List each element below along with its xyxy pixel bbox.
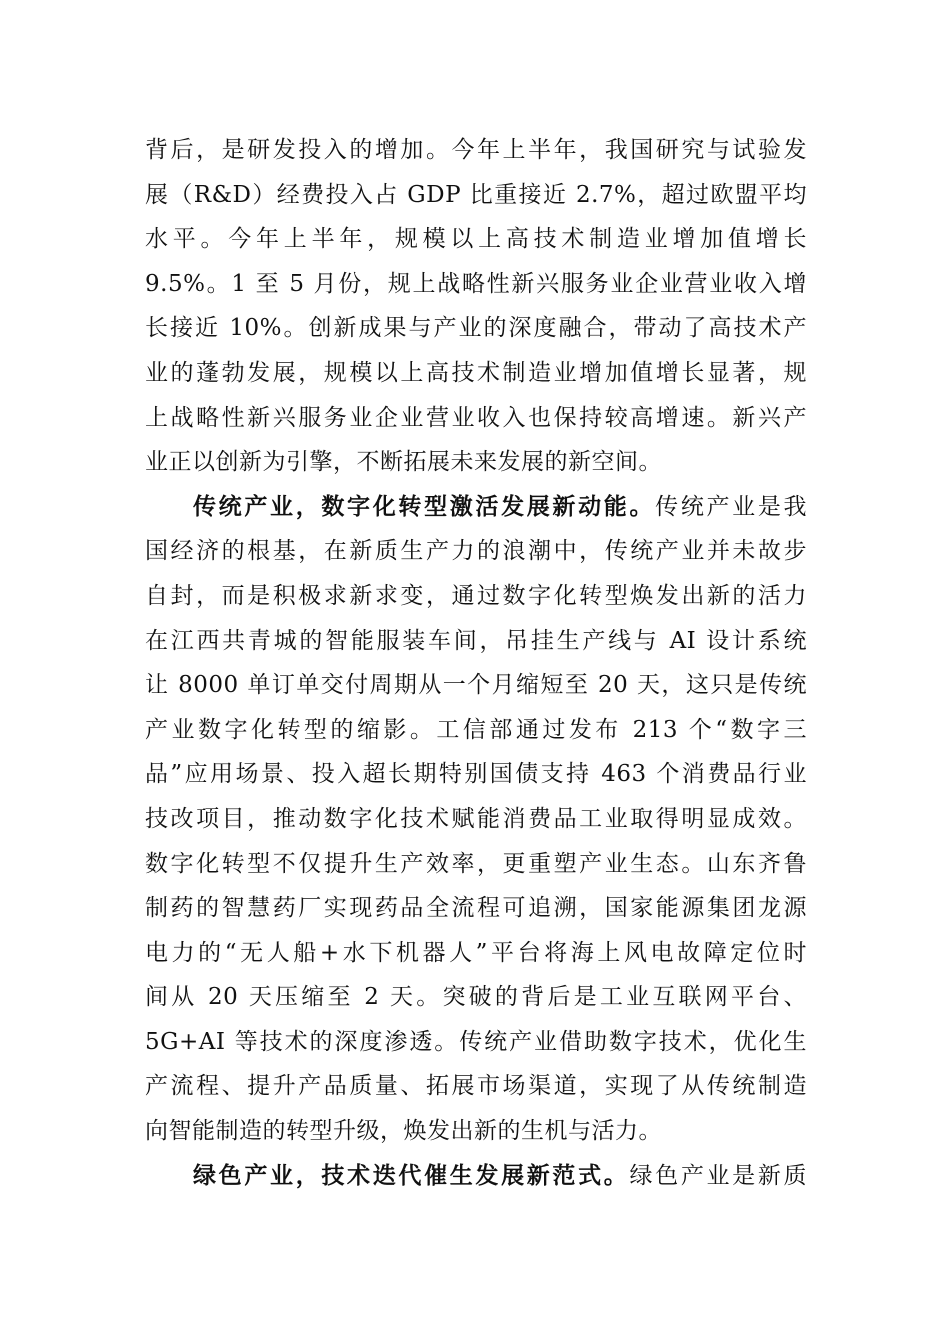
text-line: 间从 20 天压缩至 2 天。突破的背后是工业互联网平台、 — [145, 984, 807, 1011]
text-line: 背后，是研发投入的增加。今年上半年，我国研究与试验发 — [145, 137, 807, 163]
text-fragment: 传统产业是我 — [655, 493, 808, 520]
text-line: 上战略性新兴服务业企业营业收入也保持较高增速。新兴产 — [145, 404, 807, 431]
paragraph-traditional-industry — [145, 485, 807, 1154]
text-line: 制药的智慧药厂实现药品全流程可追溯，国家能源集团龙源 — [145, 895, 807, 922]
text-line: 业正以创新为引擎，不断拓展未来发展的新空间。 — [145, 449, 662, 476]
paragraph-heading: 传统产业，数字化转型激活发展新动能。 — [193, 493, 656, 520]
text-line: 向智能制造的转型升级，焕发出新的生机与活力。 — [145, 1118, 662, 1145]
text-line: 5G+AI 等技术的深度渗透。传统产业借助数字技术，优化生 — [145, 1028, 807, 1055]
body-text — [145, 128, 807, 1198]
paragraph-green-industry — [145, 1154, 807, 1199]
text-line: 品”应用场景、投入超长期特别国债支持 463 个消费品行业 — [145, 761, 807, 788]
text-line: 让 8000 单订单交付周期从一个月缩短至 20 天，这只是传统 — [145, 672, 807, 699]
paragraph-first-line — [145, 485, 807, 530]
text-line: 电力的“无人船+水下机器人”平台将海上风电故障定位时 — [145, 939, 807, 966]
paragraph-heading: 绿色产业，技术迭代催生发展新范式。 — [193, 1162, 630, 1189]
text-line: 自封，而是积极求新求变，通过数字化转型焕发出新的活力 — [145, 582, 807, 609]
text-line: 展（R&D）经费投入占 GDP 比重接近 2.7%，超过欧盟平均 — [145, 181, 807, 208]
text-line: 长接近 10%。创新成果与产业的深度融合，带动了高技术产 — [145, 315, 807, 342]
text-line: 业的蓬勃发展，规模以上高技术制造业增加值增长显著，规 — [145, 359, 807, 386]
text-line: 技改项目，推动数字化技术赋能消费品工业取得明显成效。 — [145, 805, 807, 832]
text-line: 产流程、提升产品质量、拓展市场渠道，实现了从传统制造 — [145, 1073, 807, 1100]
paragraph-high-tech — [145, 128, 807, 485]
text-line: 水平。今年上半年，规模以上高技术制造业增加值增长 — [145, 226, 807, 253]
paragraph-first-line — [145, 1154, 807, 1199]
text-line: 产业数字化转型的缩影。工信部通过发布 213 个“数字三 — [145, 716, 807, 743]
text-line: 国经济的根基，在新质生产力的浪潮中，传统产业并未故步 — [145, 538, 807, 565]
text-fragment: 绿色产业是新质 — [629, 1162, 808, 1189]
text-line: 在江西共青城的智能服装车间，吊挂生产线与 AI 设计系统 — [145, 627, 807, 654]
text-line: 9.5%。1 至 5 月份，规上战略性新兴服务业企业营业收入增 — [145, 270, 807, 297]
text-line: 数字化转型不仅提升生产效率，更重塑产业生态。山东齐鲁 — [145, 850, 807, 877]
